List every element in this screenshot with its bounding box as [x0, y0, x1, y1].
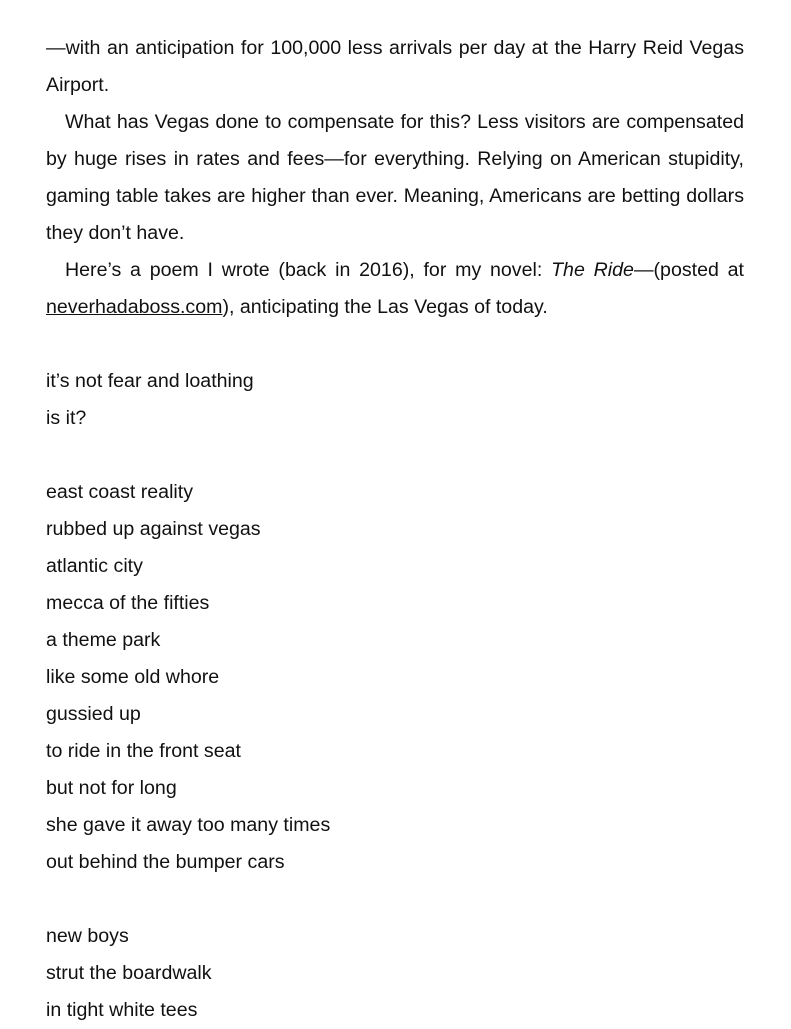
poem-stanza-2: [46, 474, 744, 881]
poem-line: is it?: [46, 407, 87, 429]
poem: [46, 363, 744, 1029]
posted-at-text: —(posted at: [633, 259, 745, 281]
poem-line: rubbed up against vegas: [46, 518, 261, 540]
poem-line: to ride in the front seat: [46, 740, 241, 762]
poem-line: new boys: [46, 925, 129, 947]
poem-intro-text: Here’s a poem I wrote (back in 2016), for my novel:: [65, 259, 552, 281]
poem-line: atlantic city: [46, 555, 143, 577]
website-link[interactable]: neverhadaboss.com: [46, 296, 223, 318]
poem-line: strut the boardwalk: [46, 962, 212, 984]
document-page: [46, 30, 744, 1029]
poem-line: mecca of the fifties: [46, 592, 210, 614]
poem-stanza-1: [46, 363, 744, 437]
poem-intro-end: ), anticipating the Las Vegas of today.: [222, 296, 548, 318]
prose-section: [46, 30, 744, 326]
novel-title: The Ride: [551, 259, 634, 281]
paragraph-airport: —with an anticipation for 100,000 less arrivals per day at the Harry Reid Vegas Airport.: [46, 37, 744, 96]
poem-stanza-3: [46, 918, 744, 1029]
poem-line: gussied up: [46, 703, 141, 725]
poem-line: out behind the bumper cars: [46, 851, 285, 873]
poem-line: a theme park: [46, 629, 161, 651]
poem-line: east coast reality: [46, 481, 194, 503]
poem-line: in tight white tees: [46, 999, 198, 1021]
poem-line: but not for long: [46, 777, 177, 799]
poem-line: it’s not fear and loathing: [46, 370, 254, 392]
paragraph-compensate: What has Vegas done to compensate for this? Less visitors are compensated by huge rises in rates and fees—for everything. Relying on American stupidity, gaming table takes are higher than ever. Meaning, Americans are betting dollars they don’t have.: [46, 111, 744, 244]
poem-line: she gave it away too many times: [46, 814, 331, 836]
poem-line: like some old whore: [46, 666, 220, 688]
paragraph-poem-intro: [46, 252, 744, 326]
